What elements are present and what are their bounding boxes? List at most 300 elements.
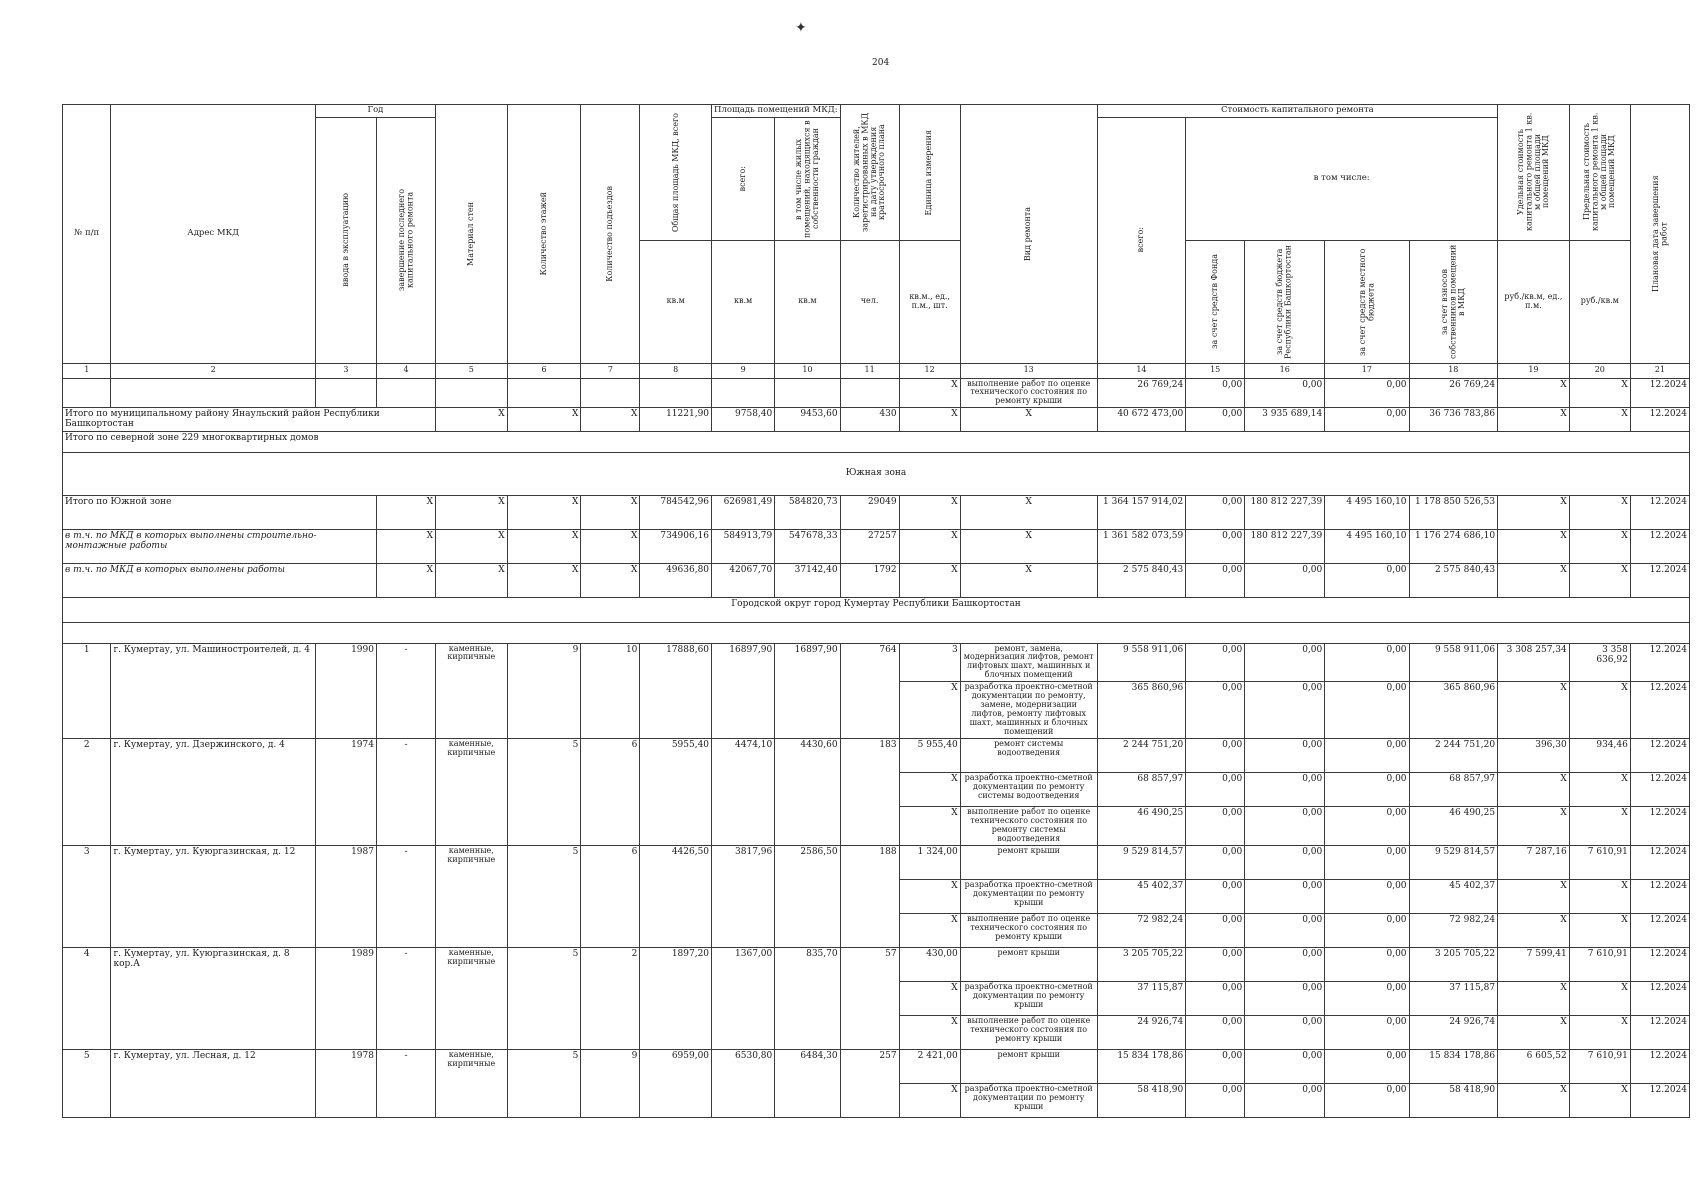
column-number: 15 (1186, 363, 1245, 378)
total-area-cell: 6959,00 (640, 1049, 712, 1117)
cost-total-cell: 45 402,37 (1097, 879, 1186, 913)
year-repair-cell: - (376, 947, 435, 1049)
empty-cell (775, 378, 840, 408)
year-commission-cell: 1978 (315, 1049, 376, 1117)
unit-qty-cell: X (899, 807, 960, 846)
plan-date-cell: 12.2024 (1630, 947, 1689, 981)
x-mark: X (899, 408, 960, 431)
cost-local-cell: 0,00 (1325, 408, 1409, 431)
cost-owners-cell: 1 178 850 526,53 (1409, 495, 1498, 529)
x-mark: X (376, 495, 435, 529)
x-mark: X (1569, 408, 1630, 431)
column-number: 8 (640, 363, 712, 378)
column-number: 14 (1097, 363, 1186, 378)
plan-date-cell: 12.2024 (1630, 739, 1689, 773)
unit-cost-cell: 7 599,41 (1498, 947, 1570, 981)
cost-total-cell: 2 575 840,43 (1097, 563, 1186, 597)
unit-qty-cell: 2 421,00 (899, 1049, 960, 1083)
column-number: 18 (1409, 363, 1498, 378)
cost-total-cell: 9 529 814,57 (1097, 845, 1186, 879)
total-label: в т.ч. по МКД в которых выполнены работы (63, 563, 377, 597)
col-no-header: № п/п (63, 105, 111, 364)
premises-total-header: всего: (737, 165, 747, 192)
spacer-row (63, 622, 1690, 643)
year-commission-cell: 1974 (315, 739, 376, 846)
plan-date-cell: 12.2024 (1630, 913, 1689, 947)
total-area-cell: 1897,20 (640, 947, 712, 1049)
building-row (63, 643, 1690, 682)
x-mark: X (1498, 378, 1570, 408)
unit-cost-cell: X (1498, 807, 1570, 846)
premises-total-cell: 3817,96 (712, 845, 775, 947)
total-area-cell: 4426,50 (640, 845, 712, 947)
total-area-cell: 734906,16 (640, 529, 712, 563)
x-mark: X (899, 378, 960, 408)
plan-date-cell: 12.2024 (1630, 408, 1689, 431)
plan-date-cell: 12.2024 (1630, 879, 1689, 913)
plan-date-cell: 12.2024 (1630, 495, 1689, 529)
cost-fund-cell: 0,00 (1186, 1083, 1245, 1117)
work-row (63, 378, 1690, 408)
cost-owners-cell: 15 834 178,86 (1409, 1049, 1498, 1083)
column-number: 6 (507, 363, 581, 378)
work-type-cell: ремонт, замена, модернизация лифтов, ремонт лифтовых шахт, машинных и блочных помещений (960, 643, 1097, 682)
empty-cell (63, 622, 1690, 643)
premises-group-header: Площадь помещений МКД: (712, 105, 841, 118)
cost-local-cell: 0,00 (1325, 563, 1409, 597)
column-number: 5 (436, 363, 508, 378)
x-mark: X (1498, 408, 1570, 431)
cost-group-header: Стоимость капитального ремонта (1097, 105, 1497, 118)
cost-fund-cell: 0,00 (1186, 495, 1245, 529)
zone-total-row (63, 563, 1690, 597)
cost-owners-cell: 68 857,97 (1409, 773, 1498, 807)
total-area-cell: 5955,40 (640, 739, 712, 846)
cost-republic-cell: 180 812 227,39 (1245, 529, 1325, 563)
residents-cell: 29049 (840, 495, 899, 529)
column-number: 16 (1245, 363, 1325, 378)
total-label: Итого по муниципальному району Янаульский район Республики Башкортостан (63, 408, 436, 431)
x-mark: X (436, 529, 508, 563)
cost-fund-header: за счет средств Фонда (1209, 254, 1219, 349)
building-row (63, 947, 1690, 981)
column-number: 21 (1630, 363, 1689, 378)
cost-total-cell: 68 857,97 (1097, 773, 1186, 807)
unit-qty-cell: X (899, 1015, 960, 1049)
plan-date-header: Плановая дата завершения работ (1650, 175, 1668, 293)
cost-owners-cell: 2 575 840,43 (1409, 563, 1498, 597)
year-commission-cell: 1987 (315, 845, 376, 947)
cost-local-cell: 0,00 (1325, 378, 1409, 408)
empty-cell (640, 378, 712, 408)
residents-header: Количество жителей, зарегистрированных в МКД на дату утверждения краткосрочного плана (851, 112, 886, 232)
unit-qty-cell: X (899, 913, 960, 947)
unit-cost-cell: X (1498, 773, 1570, 807)
cost-fund-cell: 0,00 (1186, 1049, 1245, 1083)
work-type-cell: разработка проектно-сметной документации по ремонту крыши (960, 981, 1097, 1015)
floors-cell: 5 (507, 947, 581, 1049)
unit-qty-cell: X (899, 879, 960, 913)
cost-owners-cell: 2 244 751,20 (1409, 739, 1498, 773)
plan-date-cell: 12.2024 (1630, 682, 1689, 739)
cost-republic-cell: 0,00 (1245, 682, 1325, 739)
residents-cell: 57 (840, 947, 899, 1049)
total-label: Итого по северной зоне 229 многоквартирных домов (63, 431, 1690, 452)
unit-cost-cell: X (1498, 1015, 1570, 1049)
work-type-cell: ремонт крыши (960, 1049, 1097, 1083)
residents-cell: 27257 (840, 529, 899, 563)
empty-cell (111, 378, 315, 408)
col-address-header: Адрес МКД (111, 105, 315, 364)
column-number: 1 (63, 363, 111, 378)
x-mark: X (899, 563, 960, 597)
register-sheet (62, 104, 1690, 1118)
repair-register-table (62, 104, 1690, 1118)
cost-fund-cell: 0,00 (1186, 947, 1245, 981)
building-row (63, 1049, 1690, 1083)
cost-fund-cell: 0,00 (1186, 563, 1245, 597)
work-type-cell: разработка проектно-сметной документации по ремонту крыши (960, 1083, 1097, 1117)
cost-republic-cell: 0,00 (1245, 947, 1325, 981)
wall-material-cell: каменные, кирпичные (436, 947, 508, 1049)
work-type-cell: выполнение работ по оценке технического состояния по ремонту крыши (960, 378, 1097, 408)
cost-fund-cell: 0,00 (1186, 378, 1245, 408)
cost-owners-cell: 9 529 814,57 (1409, 845, 1498, 879)
x-mark: X (1569, 495, 1630, 529)
cost-republic-cell: 0,00 (1245, 773, 1325, 807)
cost-local-cell: 0,00 (1325, 807, 1409, 846)
year-commission-header: ввода в эксплуатацию (340, 193, 350, 287)
x-mark: X (581, 408, 640, 431)
cost-owners-cell: 37 115,87 (1409, 981, 1498, 1015)
work-type-cell: разработка проектно-сметной документации по ремонту крыши (960, 879, 1097, 913)
x-mark: X (899, 529, 960, 563)
x-mark: X (1569, 563, 1630, 597)
building-number: 4 (63, 947, 111, 1049)
x-mark: X (1569, 529, 1630, 563)
max-cost-cell: 7 610,91 (1569, 1049, 1630, 1083)
cost-local-cell: 0,00 (1325, 739, 1409, 773)
cost-republic-header: за счет средств бюджета Республики Башкортостан (1275, 244, 1293, 359)
max-cost-header: Предельная стоимость капитального ремонта 1 кв. м общей площади помещений МКД (1582, 113, 1617, 232)
zone-row (63, 452, 1690, 495)
entrances-cell: 9 (581, 1049, 640, 1117)
cost-owners-cell: 365 860,96 (1409, 682, 1498, 739)
unit-cost-cell: X (1498, 913, 1570, 947)
max-cost-cell: X (1569, 913, 1630, 947)
cost-total-cell: 24 926,74 (1097, 1015, 1186, 1049)
work-type-cell: разработка проектно-сметной документации по ремонту системы водоотведения (960, 773, 1097, 807)
column-number: 4 (376, 363, 435, 378)
zone-heading: Южная зона (63, 452, 1690, 495)
cost-owners-cell: 9 558 911,06 (1409, 643, 1498, 682)
cost-total-cell: 9 558 911,06 (1097, 643, 1186, 682)
cost-fund-cell: 0,00 (1186, 773, 1245, 807)
floors-cell: 5 (507, 845, 581, 947)
zone-total-row (63, 495, 1690, 529)
unit-qty-cell: X (899, 981, 960, 1015)
district-heading: Городской округ город Кумертау Республики Башкортостан (63, 597, 1690, 622)
unit-cell: кв.м (640, 240, 712, 363)
year-repair-cell: - (376, 739, 435, 846)
empty-cell (507, 378, 581, 408)
column-number: 20 (1569, 363, 1630, 378)
x-mark: X (507, 529, 581, 563)
premises-total-cell: 1367,00 (712, 947, 775, 1049)
unit-cost-cell: X (1498, 1083, 1570, 1117)
cost-owners-cell: 45 402,37 (1409, 879, 1498, 913)
cost-republic-cell: 0,00 (1245, 563, 1325, 597)
premises-contrib-cell: 37142,40 (775, 563, 840, 597)
x-mark: X (376, 563, 435, 597)
unit-cell: кв.м., ед., п.м., шт. (899, 240, 960, 363)
cost-total-cell: 1 364 157 914,02 (1097, 495, 1186, 529)
unit-cost-cell: 396,30 (1498, 739, 1570, 773)
cost-fund-cell: 0,00 (1186, 1015, 1245, 1049)
x-mark: X (1569, 378, 1630, 408)
building-address: г. Кумертау, ул. Куюргазинская, д. 8 кор.А (111, 947, 315, 1049)
residents-cell: 1792 (840, 563, 899, 597)
total-area-cell: 11221,90 (640, 408, 712, 431)
cost-republic-cell: 0,00 (1245, 1083, 1325, 1117)
cost-fund-cell: 0,00 (1186, 739, 1245, 773)
cost-owners-cell: 46 490,25 (1409, 807, 1498, 846)
building-address: г. Кумертау, ул. Дзержинского, д. 4 (111, 739, 315, 846)
cost-local-cell: 4 495 160,10 (1325, 529, 1409, 563)
wall-material-cell: каменные, кирпичные (436, 739, 508, 846)
building-number: 1 (63, 643, 111, 739)
cost-fund-cell: 0,00 (1186, 879, 1245, 913)
unit-cost-cell: 6 605,52 (1498, 1049, 1570, 1083)
cost-republic-cell: 0,00 (1245, 378, 1325, 408)
plan-date-cell: 12.2024 (1630, 1083, 1689, 1117)
work-type-cell: ремонт крыши (960, 947, 1097, 981)
residents-cell: 764 (840, 643, 899, 739)
floors-cell: 5 (507, 739, 581, 846)
x-mark: X (1498, 495, 1570, 529)
empty-cell (840, 378, 899, 408)
premises-contrib-cell: 9453,60 (775, 408, 840, 431)
page-number: 204 (872, 58, 890, 68)
max-cost-cell: 7 610,91 (1569, 845, 1630, 879)
column-number: 3 (315, 363, 376, 378)
x-mark: X (376, 529, 435, 563)
empty-cell (581, 378, 640, 408)
cost-republic-cell: 0,00 (1245, 643, 1325, 682)
max-cost-cell: X (1569, 1015, 1630, 1049)
residents-cell: 257 (840, 1049, 899, 1117)
header-row-1 (63, 105, 1690, 118)
premises-total-cell: 9758,40 (712, 408, 775, 431)
residents-cell: 430 (840, 408, 899, 431)
cost-owners-cell: 24 926,74 (1409, 1015, 1498, 1049)
premises-contrib-cell: 6484,30 (775, 1049, 840, 1117)
premises-total-cell: 626981,49 (712, 495, 775, 529)
cost-total-cell: 2 244 751,20 (1097, 739, 1186, 773)
max-cost-cell: 3 358 636,92 (1569, 643, 1630, 682)
x-mark: X (1498, 563, 1570, 597)
unit-qty-cell: X (899, 682, 960, 739)
x-mark: X (507, 408, 581, 431)
cost-fund-cell: 0,00 (1186, 913, 1245, 947)
x-mark: X (436, 495, 508, 529)
plan-date-cell: 12.2024 (1630, 1015, 1689, 1049)
incl-header: в том числе: (1186, 117, 1498, 240)
building-address: г. Кумертау, ул. Лесная, д. 12 (111, 1049, 315, 1117)
unit-cost-cell: X (1498, 682, 1570, 739)
total-label: в т.ч. по МКД в которых выполнены строительно-монтажные работы (63, 529, 377, 563)
total-area-header: Общая площадь МКД, всего (670, 112, 680, 232)
cost-owners-cell: 26 769,24 (1409, 378, 1498, 408)
x-mark: X (507, 563, 581, 597)
building-row (63, 739, 1690, 773)
work-type-cell: выполнение работ по оценке технического состояния по ремонту системы водоотведения (960, 807, 1097, 846)
unit-cost-header: Удельная стоимость капитального ремонта 1 кв. м общей площади помещений МКД (1515, 113, 1550, 232)
unit-qty-cell: X (899, 773, 960, 807)
cost-local-cell: 0,00 (1325, 913, 1409, 947)
cost-total-cell: 37 115,87 (1097, 981, 1186, 1015)
cost-local-cell: 0,00 (1325, 1015, 1409, 1049)
unit-cell: кв.м (775, 240, 840, 363)
cost-local-cell: 0,00 (1325, 643, 1409, 682)
entrances-cell: 6 (581, 845, 640, 947)
cost-republic-cell: 0,00 (1245, 913, 1325, 947)
x-mark: X (581, 495, 640, 529)
total-area-cell: 17888,60 (640, 643, 712, 739)
premises-total-cell: 584913,79 (712, 529, 775, 563)
unit-header: Единица измерения (924, 129, 934, 215)
wall-material-header: Материал стен (466, 201, 476, 266)
year-group-header: Год (315, 105, 435, 118)
empty-cell (315, 378, 376, 408)
cost-fund-cell: 0,00 (1186, 981, 1245, 1015)
cost-owners-cell: 1 176 274 686,10 (1409, 529, 1498, 563)
column-number: 17 (1325, 363, 1409, 378)
plan-date-cell: 12.2024 (1630, 807, 1689, 846)
x-mark: X (899, 495, 960, 529)
district-row (63, 597, 1690, 622)
column-number: 10 (775, 363, 840, 378)
cost-republic-cell: 0,00 (1245, 879, 1325, 913)
cost-fund-cell: 0,00 (1186, 529, 1245, 563)
district-total-row (63, 408, 1690, 431)
building-number: 5 (63, 1049, 111, 1117)
cost-republic-cell: 0,00 (1245, 1049, 1325, 1083)
cost-local-cell: 0,00 (1325, 1049, 1409, 1083)
x-mark: X (436, 563, 508, 597)
cost-republic-cell: 0,00 (1245, 845, 1325, 879)
total-label: Итого по Южной зоне (63, 495, 377, 529)
wall-material-cell: каменные, кирпичные (436, 643, 508, 739)
unit-cost-cell: X (1498, 879, 1570, 913)
cost-owners-cell: 58 418,90 (1409, 1083, 1498, 1117)
building-number: 3 (63, 845, 111, 947)
cost-fund-cell: 0,00 (1186, 643, 1245, 682)
unit-cost-cell: X (1498, 981, 1570, 1015)
premises-total-cell: 16897,90 (712, 643, 775, 739)
max-cost-cell: X (1569, 981, 1630, 1015)
work-type-cell: выполнение работ по оценке технического состояния по ремонту крыши (960, 913, 1097, 947)
wall-material-cell: каменные, кирпичные (436, 1049, 508, 1117)
cost-fund-cell: 0,00 (1186, 682, 1245, 739)
year-commission-cell: 1990 (315, 643, 376, 739)
cost-local-cell: 0,00 (1325, 773, 1409, 807)
premises-contrib-cell: 547678,33 (775, 529, 840, 563)
cost-local-cell: 0,00 (1325, 879, 1409, 913)
plan-date-cell: 12.2024 (1630, 1049, 1689, 1083)
cost-republic-cell: 0,00 (1245, 981, 1325, 1015)
work-type-cell: ремонт крыши (960, 845, 1097, 879)
cost-total-cell: 72 982,24 (1097, 913, 1186, 947)
cost-fund-cell: 0,00 (1186, 408, 1245, 431)
cost-local-cell: 0,00 (1325, 947, 1409, 981)
premises-contrib-cell: 2586,50 (775, 845, 840, 947)
entrances-cell: 10 (581, 643, 640, 739)
cost-local-cell: 0,00 (1325, 682, 1409, 739)
premises-total-cell: 4474,10 (712, 739, 775, 846)
scan-artifact: ✦ (795, 20, 807, 36)
floors-cell: 9 (507, 643, 581, 739)
entrances-cell: 2 (581, 947, 640, 1049)
max-cost-cell: 934,46 (1569, 739, 1630, 773)
year-repair-cell: - (376, 643, 435, 739)
zone-total-row (63, 529, 1690, 563)
year-repair-cell: - (376, 1049, 435, 1117)
cost-republic-cell: 3 935 689,14 (1245, 408, 1325, 431)
building-number: 2 (63, 739, 111, 846)
cost-total-cell: 26 769,24 (1097, 378, 1186, 408)
premises-contrib-cell: 835,70 (775, 947, 840, 1049)
cost-total-cell: 58 418,90 (1097, 1083, 1186, 1117)
column-number: 12 (899, 363, 960, 378)
wall-material-cell: каменные, кирпичные (436, 845, 508, 947)
cost-local-cell: 0,00 (1325, 981, 1409, 1015)
premises-contrib-cell: 4430,60 (775, 739, 840, 846)
cost-republic-cell: 0,00 (1245, 1015, 1325, 1049)
column-number: 9 (712, 363, 775, 378)
unit-cell: чел. (840, 240, 899, 363)
plan-date-cell: 12.2024 (1630, 643, 1689, 682)
x-mark: X (507, 495, 581, 529)
column-number: 19 (1498, 363, 1570, 378)
year-repair-header: завершение последнего капитального ремонта (396, 188, 414, 292)
column-number-row (63, 363, 1690, 378)
plan-date-cell: 12.2024 (1630, 563, 1689, 597)
work-type-cell: выполнение работ по оценке технического состояния по ремонту крыши (960, 1015, 1097, 1049)
residents-cell: 188 (840, 845, 899, 947)
work-type-cell: ремонт системы водоотведения (960, 739, 1097, 773)
cost-fund-cell: 0,00 (1186, 845, 1245, 879)
plan-date-cell: 12.2024 (1630, 981, 1689, 1015)
building-row (63, 845, 1690, 879)
cost-local-header: за счет средств местного бюджета (1357, 247, 1375, 356)
year-commission-cell: 1989 (315, 947, 376, 1049)
premises-total-cell: 6530,80 (712, 1049, 775, 1117)
unit-cell: кв.м (712, 240, 775, 363)
building-address: г. Кумертау, ул. Машиностроителей, д. 4 (111, 643, 315, 739)
cost-republic-cell: 0,00 (1245, 807, 1325, 846)
premises-contrib-cell: 584820,73 (775, 495, 840, 529)
cost-local-cell: 0,00 (1325, 845, 1409, 879)
unit-qty-cell: 1 324,00 (899, 845, 960, 879)
column-number: 7 (581, 363, 640, 378)
max-cost-cell: 7 610,91 (1569, 947, 1630, 981)
cost-owners-cell: 72 982,24 (1409, 913, 1498, 947)
cost-total-cell: 46 490,25 (1097, 807, 1186, 846)
floors-header: Количество этажей (538, 192, 548, 276)
x-mark: X (581, 529, 640, 563)
north-total-row (63, 431, 1690, 452)
